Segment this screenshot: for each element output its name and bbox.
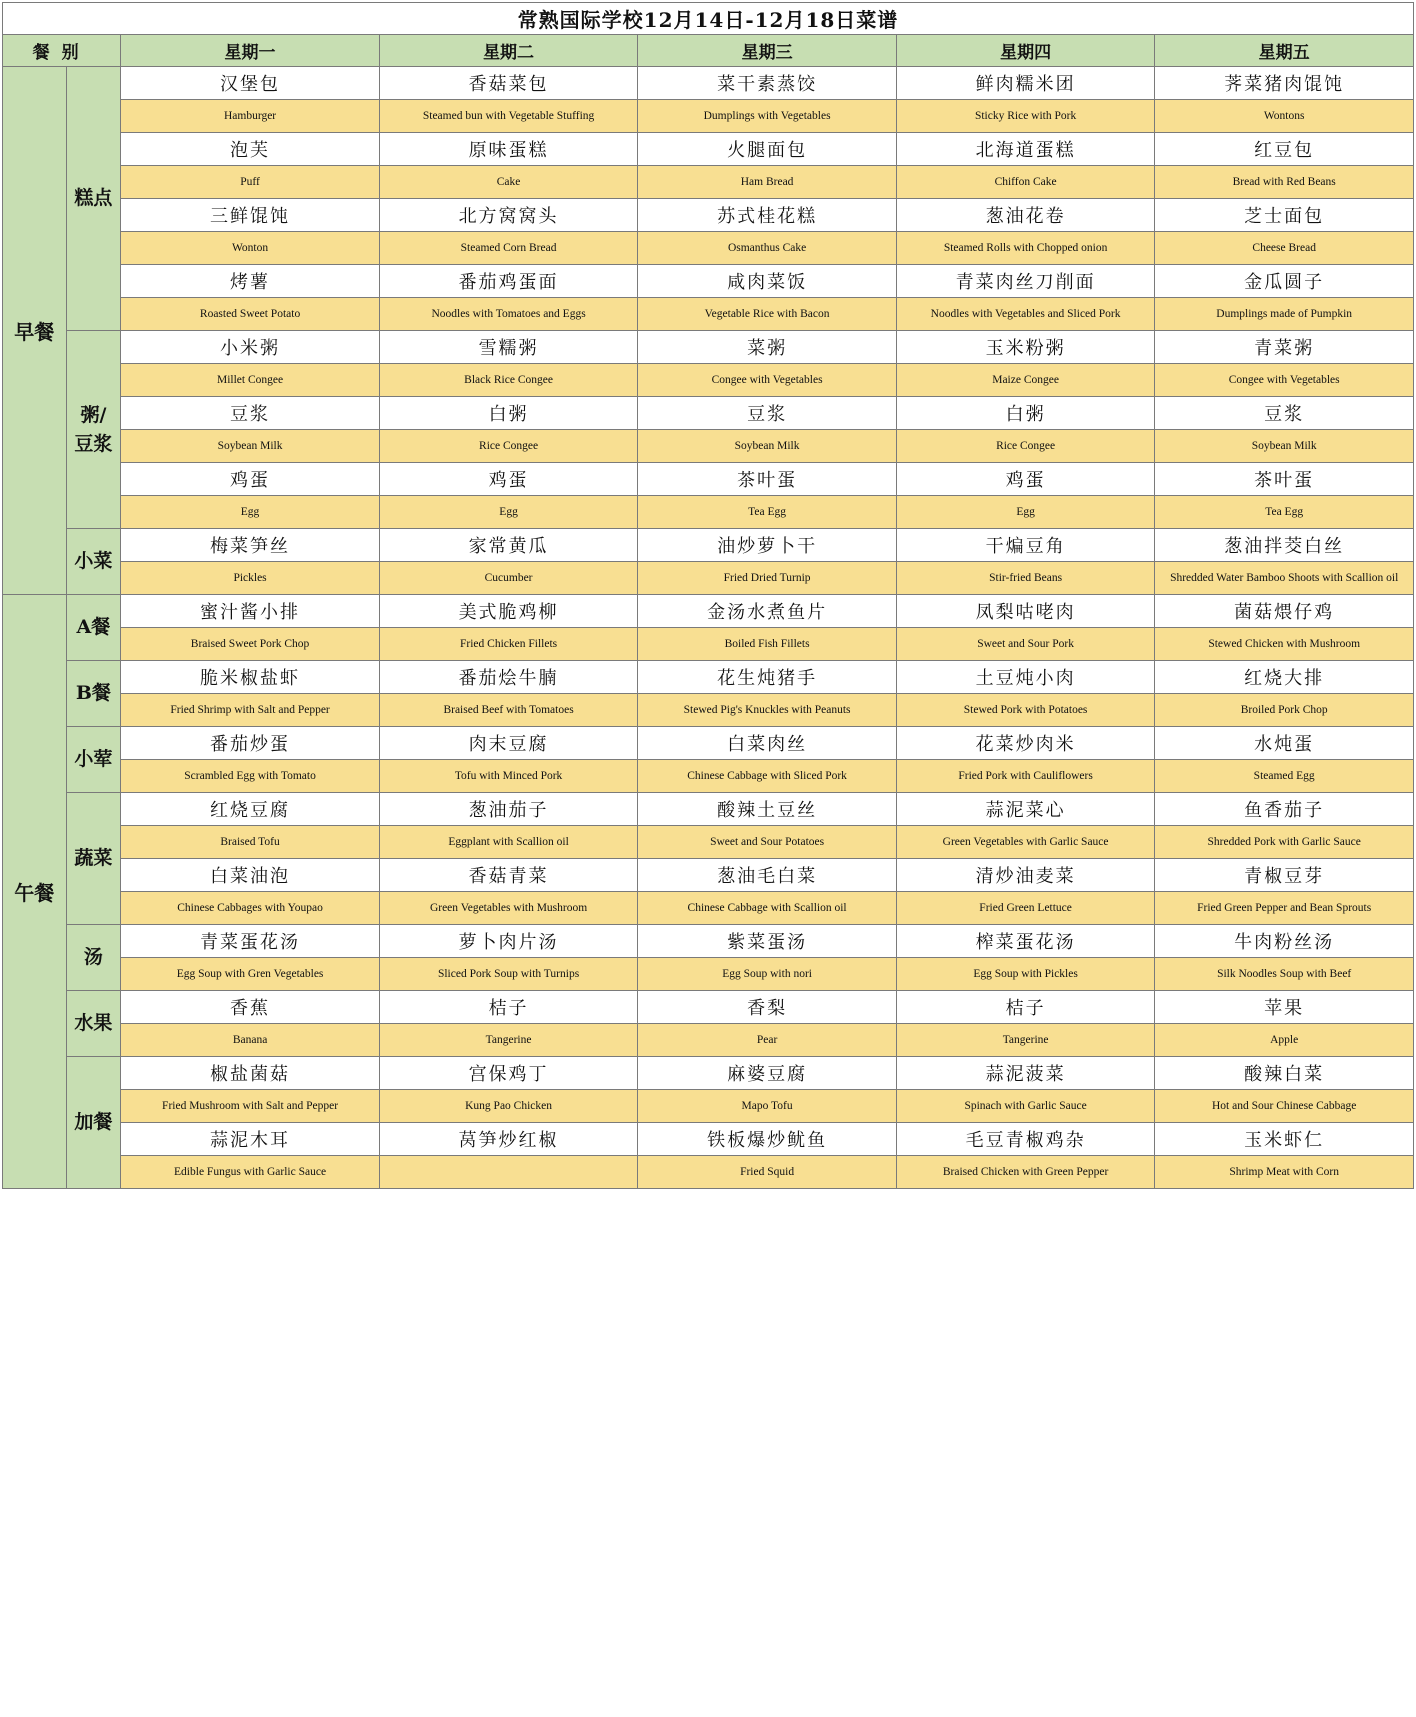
dish-name-en: Egg Soup with Gren Vegetables [121, 958, 380, 991]
dish-name-en: Stewed Pork with Potatoes [896, 694, 1155, 727]
dish-name-cn: 番茄炒蛋 [121, 727, 380, 760]
menu-table [2, 2, 1414, 1189]
dish-name-en: Fried Green Pepper and Bean Sprouts [1155, 892, 1414, 925]
dish-name-en: Shredded Pork with Garlic Sauce [1155, 826, 1414, 859]
dish-name-en: Spinach with Garlic Sauce [896, 1090, 1155, 1123]
category-small_meat [66, 727, 121, 793]
menu-row [3, 199, 1414, 232]
dish-name-cn: 青菜粥 [1155, 331, 1414, 364]
dish-name-en: Maize Congee [896, 364, 1155, 397]
menu-row [3, 364, 1414, 397]
dish-name-en: Soybean Milk [1155, 430, 1414, 463]
dish-name-cn: 花菜炒肉米 [896, 727, 1155, 760]
menu-row [3, 463, 1414, 496]
dish-name-en: Fried Green Lettuce [896, 892, 1155, 925]
menu-row [3, 67, 1414, 100]
day-header-friday: 星期五 [1155, 35, 1414, 67]
dish-name-en: Edible Fungus with Garlic Sauce [121, 1156, 380, 1189]
dish-name-en: Shredded Water Bamboo Shoots with Scallion oil [1155, 562, 1414, 595]
menu-row [3, 925, 1414, 958]
menu-row [3, 859, 1414, 892]
dish-name-en: Stewed Pig's Knuckles with Peanuts [638, 694, 897, 727]
category-pastry [66, 67, 121, 331]
dish-name-cn: 番茄鸡蛋面 [379, 265, 638, 298]
dish-name-cn: 白粥 [379, 397, 638, 430]
dish-name-cn: 菜粥 [638, 331, 897, 364]
day-header-wednesday: 星期三 [638, 35, 897, 67]
menu-row [3, 1057, 1414, 1090]
menu-row [3, 1123, 1414, 1156]
dish-name-cn: 蜜汁酱小排 [121, 595, 380, 628]
dish-name-en: Wonton [121, 232, 380, 265]
dish-name-en: Soybean Milk [638, 430, 897, 463]
dish-name-en: Steamed Rolls with Chopped onion [896, 232, 1155, 265]
dish-name-cn: 莴笋炒红椒 [379, 1123, 638, 1156]
menu-row [3, 1156, 1414, 1189]
dish-name-en: Egg Soup with Pickles [896, 958, 1155, 991]
dish-name-cn: 北海道蛋糕 [896, 133, 1155, 166]
menu-row [3, 265, 1414, 298]
dish-name-en: Noodles with Tomatoes and Eggs [379, 298, 638, 331]
dish-name-cn: 鸡蛋 [121, 463, 380, 496]
dish-name-en: Broiled Pork Chop [1155, 694, 1414, 727]
dish-name-cn: 香蕉 [121, 991, 380, 1024]
dish-name-en: Dumplings made of Pumpkin [1155, 298, 1414, 331]
dish-name-en: Hot and Sour Chinese Cabbage [1155, 1090, 1414, 1123]
dish-name-cn: 苏式桂花糕 [638, 199, 897, 232]
category-side [66, 529, 121, 595]
menu-row [3, 529, 1414, 562]
menu-row [3, 298, 1414, 331]
category-label: 粥/ [80, 403, 107, 426]
menu-row [3, 1090, 1414, 1123]
dish-name-cn: 原味蛋糕 [379, 133, 638, 166]
dish-name-cn: 宫保鸡丁 [379, 1057, 638, 1090]
meal-category-header: 餐别 [3, 35, 121, 67]
category-label: 加餐 [74, 1111, 113, 1133]
dish-name-en: Roasted Sweet Potato [121, 298, 380, 331]
dish-name-en: Congee with Vegetables [638, 364, 897, 397]
dish-name-en: Banana [121, 1024, 380, 1057]
meal-label-lunch: 午餐 [3, 595, 67, 1189]
menu-row [3, 331, 1414, 364]
dish-name-cn: 清炒油麦菜 [896, 859, 1155, 892]
dish-name-en: Fried Chicken Fillets [379, 628, 638, 661]
dish-name-en: Tea Egg [638, 496, 897, 529]
dish-name-en: Fried Shrimp with Salt and Pepper [121, 694, 380, 727]
dish-name-en: Hamburger [121, 100, 380, 133]
dish-name-en: Egg [896, 496, 1155, 529]
dish-name-cn: 青椒豆芽 [1155, 859, 1414, 892]
category-label: 糕点 [74, 187, 113, 209]
menu-row [3, 133, 1414, 166]
dish-name-en: Braised Tofu [121, 826, 380, 859]
dish-name-en: Shrimp Meat with Corn [1155, 1156, 1414, 1189]
dish-name-en: Green Vegetables with Mushroom [379, 892, 638, 925]
dish-name-en: Braised Sweet Pork Chop [121, 628, 380, 661]
menu-row [3, 760, 1414, 793]
dish-name-cn: 土豆炖小肉 [896, 661, 1155, 694]
dish-name-cn: 脆米椒盐虾 [121, 661, 380, 694]
dish-name-en: Stewed Chicken with Mushroom [1155, 628, 1414, 661]
dish-name-cn: 豆浆 [121, 397, 380, 430]
category-congee_1 [66, 331, 121, 529]
dish-name-en: Rice Congee [379, 430, 638, 463]
menu-title: 常熟国际学校12月14日-12月18日菜谱 [3, 3, 1414, 35]
dish-name-cn: 水炖蛋 [1155, 727, 1414, 760]
dish-name-cn: 豆浆 [638, 397, 897, 430]
dish-name-cn: 梅菜笋丝 [121, 529, 380, 562]
dish-name-en: Fried Mushroom with Salt and Pepper [121, 1090, 380, 1123]
dish-name-cn: 香菇菜包 [379, 67, 638, 100]
dish-name-cn: 肉末豆腐 [379, 727, 638, 760]
dish-name-cn: 三鲜馄饨 [121, 199, 380, 232]
dish-name-en: Pickles [121, 562, 380, 595]
menu-row [3, 793, 1414, 826]
dish-name-cn: 榨菜蛋花汤 [896, 925, 1155, 958]
menu-row [3, 100, 1414, 133]
category-soup [66, 925, 121, 991]
dish-name-en: Steamed Corn Bread [379, 232, 638, 265]
dish-name-en: Puff [121, 166, 380, 199]
dish-name-cn: 白粥 [896, 397, 1155, 430]
dish-name-cn: 汉堡包 [121, 67, 380, 100]
dish-name-cn: 酸辣土豆丝 [638, 793, 897, 826]
dish-name-en: Cheese Bread [1155, 232, 1414, 265]
dish-name-cn: 葱油拌茭白丝 [1155, 529, 1414, 562]
dish-name-cn: 蒜泥菠菜 [896, 1057, 1155, 1090]
dish-name-en: Egg [121, 496, 380, 529]
dish-name-cn: 白菜油泡 [121, 859, 380, 892]
meal-label-breakfast: 早餐 [3, 67, 67, 595]
dish-name-en: Cucumber [379, 562, 638, 595]
menu-row [3, 166, 1414, 199]
dish-name-cn: 桔子 [896, 991, 1155, 1024]
dish-name-en: Braised Beef with Tomatoes [379, 694, 638, 727]
dish-name-cn: 苹果 [1155, 991, 1414, 1024]
dish-name-en: Tofu with Minced Pork [379, 760, 638, 793]
day-header-thursday: 星期四 [896, 35, 1155, 67]
category-label: 蔬菜 [74, 847, 113, 869]
menu-row [3, 430, 1414, 463]
menu-row [3, 595, 1414, 628]
menu-row [3, 1024, 1414, 1057]
dish-name-en: Tangerine [896, 1024, 1155, 1057]
dish-name-cn: 美式脆鸡柳 [379, 595, 638, 628]
dish-name-en: Sweet and Sour Pork [896, 628, 1155, 661]
menu-row [3, 397, 1414, 430]
dish-name-en: Chinese Cabbage with Sliced Pork [638, 760, 897, 793]
dish-name-cn: 芝士面包 [1155, 199, 1414, 232]
menu-row [3, 496, 1414, 529]
dish-name-en: Chinese Cabbage with Scallion oil [638, 892, 897, 925]
dish-name-cn: 豆浆 [1155, 397, 1414, 430]
menu-row [3, 727, 1414, 760]
dish-name-en: Fried Dried Turnip [638, 562, 897, 595]
dish-name-en: Black Rice Congee [379, 364, 638, 397]
dish-name-cn: 香菇青菜 [379, 859, 638, 892]
dish-name-cn: 金瓜圆子 [1155, 265, 1414, 298]
dish-name-cn: 紫菜蛋汤 [638, 925, 897, 958]
menu-row [3, 826, 1414, 859]
dish-name-en [379, 1156, 638, 1189]
dish-name-cn: 葱油茄子 [379, 793, 638, 826]
dish-name-en: Tea Egg [1155, 496, 1414, 529]
day-header-tuesday: 星期二 [379, 35, 638, 67]
dish-name-cn: 香梨 [638, 991, 897, 1024]
dish-name-cn: 金汤水煮鱼片 [638, 595, 897, 628]
category-label: 汤 [83, 946, 103, 968]
category-label: 水果 [74, 1012, 113, 1034]
dish-name-cn: 红豆包 [1155, 133, 1414, 166]
dish-name-en: Soybean Milk [121, 430, 380, 463]
dish-name-en: Stir-fried Beans [896, 562, 1155, 595]
dish-name-cn: 咸肉菜饭 [638, 265, 897, 298]
dish-name-cn: 菜干素蒸饺 [638, 67, 897, 100]
category-label: 豆浆 [74, 432, 113, 455]
dish-name-en: Osmanthus Cake [638, 232, 897, 265]
dish-name-en: Vegetable Rice with Bacon [638, 298, 897, 331]
dish-name-cn: 红烧豆腐 [121, 793, 380, 826]
dish-name-en: Sweet and Sour Potatoes [638, 826, 897, 859]
dish-name-cn: 牛肉粉丝汤 [1155, 925, 1414, 958]
dish-name-cn: 红烧大排 [1155, 661, 1414, 694]
dish-name-cn: 茶叶蛋 [1155, 463, 1414, 496]
dish-name-cn: 鲜肉糯米团 [896, 67, 1155, 100]
dish-name-cn: 桔子 [379, 991, 638, 1024]
dish-name-en: Mapo Tofu [638, 1090, 897, 1123]
dish-name-cn: 泡芙 [121, 133, 380, 166]
dish-name-cn: 萝卜肉片汤 [379, 925, 638, 958]
category-label: B餐 [75, 682, 111, 704]
dish-name-cn: 凤梨咕咾肉 [896, 595, 1155, 628]
category-label: A餐 [76, 616, 111, 638]
dish-name-en: Fried Pork with Cauliflowers [896, 760, 1155, 793]
dish-name-en: Steamed Egg [1155, 760, 1414, 793]
dish-name-cn: 毛豆青椒鸡杂 [896, 1123, 1155, 1156]
dish-name-en: Green Vegetables with Garlic Sauce [896, 826, 1155, 859]
dish-name-en: Congee with Vegetables [1155, 364, 1414, 397]
dish-name-cn: 葱油毛白菜 [638, 859, 897, 892]
dish-name-cn: 青菜蛋花汤 [121, 925, 380, 958]
category-extra [66, 1057, 121, 1189]
category-label: 小荤 [74, 748, 113, 770]
dish-name-cn: 白菜肉丝 [638, 727, 897, 760]
dish-name-cn: 鸡蛋 [896, 463, 1155, 496]
dish-name-cn: 雪糯粥 [379, 331, 638, 364]
dish-name-en: Chiffon Cake [896, 166, 1155, 199]
dish-name-cn: 铁板爆炒鱿鱼 [638, 1123, 897, 1156]
day-header-monday: 星期一 [121, 35, 380, 67]
dish-name-cn: 番茄烩牛腩 [379, 661, 638, 694]
dish-name-cn: 小米粥 [121, 331, 380, 364]
dish-name-en: Boiled Fish Fillets [638, 628, 897, 661]
dish-name-en: Noodles with Vegetables and Sliced Pork [896, 298, 1155, 331]
dish-name-cn: 干煸豆角 [896, 529, 1155, 562]
dish-name-en: Millet Congee [121, 364, 380, 397]
dish-name-cn: 蒜泥木耳 [121, 1123, 380, 1156]
category-veg [66, 793, 121, 925]
dish-name-cn: 油炒萝卜干 [638, 529, 897, 562]
dish-name-en: Sticky Rice with Pork [896, 100, 1155, 133]
dish-name-cn: 蒜泥菜心 [896, 793, 1155, 826]
dish-name-cn: 鱼香茄子 [1155, 793, 1414, 826]
dish-name-en: Chinese Cabbages with Youpao [121, 892, 380, 925]
dish-name-en: Egg [379, 496, 638, 529]
category-fruit [66, 991, 121, 1057]
dish-name-en: Braised Chicken with Green Pepper [896, 1156, 1155, 1189]
dish-name-en: Sliced Pork Soup with Turnips [379, 958, 638, 991]
dish-name-en: Dumplings with Vegetables [638, 100, 897, 133]
dish-name-en: Eggplant with Scallion oil [379, 826, 638, 859]
category-a_set [66, 595, 121, 661]
dish-name-en: Bread with Red Beans [1155, 166, 1414, 199]
dish-name-cn: 茶叶蛋 [638, 463, 897, 496]
dish-name-cn: 烤薯 [121, 265, 380, 298]
dish-name-en: Kung Pao Chicken [379, 1090, 638, 1123]
dish-name-en: Rice Congee [896, 430, 1155, 463]
dish-name-en: Ham Bread [638, 166, 897, 199]
dish-name-cn: 荠菜猪肉馄饨 [1155, 67, 1414, 100]
dish-name-en: Scrambled Egg with Tomato [121, 760, 380, 793]
dish-name-en: Tangerine [379, 1024, 638, 1057]
dish-name-cn: 酸辣白菜 [1155, 1057, 1414, 1090]
dish-name-cn: 菌菇煨仔鸡 [1155, 595, 1414, 628]
dish-name-cn: 葱油花卷 [896, 199, 1155, 232]
menu-row [3, 628, 1414, 661]
dish-name-en: Silk Noodles Soup with Beef [1155, 958, 1414, 991]
menu-row [3, 991, 1414, 1024]
dish-name-en: Cake [379, 166, 638, 199]
dish-name-cn: 椒盐菌菇 [121, 1057, 380, 1090]
dish-name-en: Pear [638, 1024, 897, 1057]
dish-name-cn: 火腿面包 [638, 133, 897, 166]
dish-name-cn: 玉米粉粥 [896, 331, 1155, 364]
dish-name-cn: 麻婆豆腐 [638, 1057, 897, 1090]
category-label: 小菜 [74, 550, 113, 572]
dish-name-en: Steamed bun with Vegetable Stuffing [379, 100, 638, 133]
menu-row [3, 661, 1414, 694]
dish-name-cn: 花生炖猪手 [638, 661, 897, 694]
menu-row [3, 694, 1414, 727]
menu-row [3, 232, 1414, 265]
dish-name-cn: 北方窝窝头 [379, 199, 638, 232]
menu-row [3, 958, 1414, 991]
dish-name-en: Fried Squid [638, 1156, 897, 1189]
dish-name-en: Apple [1155, 1024, 1414, 1057]
dish-name-cn: 鸡蛋 [379, 463, 638, 496]
dish-name-en: Wontons [1155, 100, 1414, 133]
menu-row [3, 562, 1414, 595]
dish-name-cn: 青菜肉丝刀削面 [896, 265, 1155, 298]
dish-name-en: Egg Soup with nori [638, 958, 897, 991]
dish-name-cn: 玉米虾仁 [1155, 1123, 1414, 1156]
category-b_set [66, 661, 121, 727]
dish-name-cn: 家常黄瓜 [379, 529, 638, 562]
menu-row [3, 892, 1414, 925]
